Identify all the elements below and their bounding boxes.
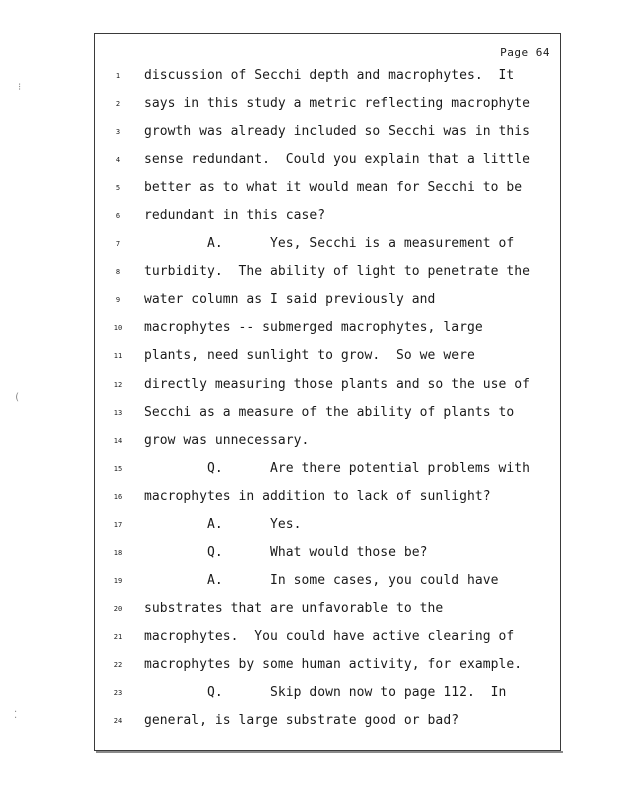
margin-mark-middle: ( (14, 392, 21, 403)
line-number: 10 (113, 324, 123, 333)
transcript-line: macrophytes. You could have active clearing of (144, 628, 515, 644)
margin-mark-bottom: ⁚ (14, 710, 18, 721)
transcript-line: redundant in this case? (144, 208, 326, 224)
transcript-line: A. Yes, Secchi is a measurement of (144, 236, 515, 252)
line-number: 8 (115, 268, 121, 277)
transcript-line: better as to what it would mean for Secchi to be (144, 180, 523, 196)
transcript-line: Secchi as a measure of the ability of plants to (144, 404, 515, 420)
transcript-line: Q. Skip down now to page 112. In (144, 685, 507, 701)
line-number: 3 (115, 128, 121, 137)
line-number: 14 (113, 436, 123, 445)
line-number-column (103, 69, 133, 742)
transcript-line: general, is large substrate good or bad? (144, 713, 460, 729)
line-number: 16 (113, 492, 123, 501)
transcript-line: Q. What would those be? (144, 544, 428, 560)
transcript-line: A. In some cases, you could have (144, 572, 499, 588)
line-number: 18 (113, 548, 123, 557)
transcript-line: macrophytes by some human activity, for example. (144, 656, 523, 672)
transcript-line: sense redundant. Could you explain that a little (144, 152, 530, 168)
transcript-line: turbidity. The ability of light to penetrate the (144, 264, 530, 280)
transcript-line: macrophytes -- submerged macrophytes, large (144, 320, 483, 336)
transcript-line: Q. Are there potential problems with (144, 460, 530, 476)
line-number: 6 (115, 212, 121, 221)
transcript-line: discussion of Secchi depth and macrophytes. It (144, 68, 515, 83)
line-number: 12 (113, 380, 123, 389)
line-number: 19 (113, 576, 123, 585)
line-number: 4 (115, 156, 121, 165)
line-number: 22 (113, 660, 123, 669)
transcript-line: A. Yes. (144, 516, 302, 532)
line-number: 5 (115, 184, 121, 193)
transcript-line: plants, need sunlight to grow. So we were (144, 348, 475, 364)
transcript-body (144, 68, 554, 741)
line-number: 11 (113, 352, 123, 361)
transcript-line: substrates that are unfavorable to the (144, 600, 444, 616)
margin-mark-top: ⁝ (18, 82, 22, 93)
transcript-page (94, 33, 561, 751)
line-number: 2 (115, 100, 121, 109)
line-number: 21 (113, 632, 123, 641)
line-number: 24 (113, 717, 123, 726)
transcript-line: growth was already included so Secchi was in this (144, 124, 530, 140)
line-number: 13 (113, 408, 123, 417)
transcript-line: directly measuring those plants and so the use of (144, 376, 530, 392)
line-number: 17 (113, 520, 123, 529)
line-number: 9 (115, 296, 121, 305)
line-number: 1 (115, 72, 121, 80)
page-number: Page 64 (500, 46, 550, 59)
transcript-line: says in this study a metric reflecting macrophyte (144, 96, 530, 112)
line-number: 20 (113, 604, 123, 613)
line-number: 7 (115, 240, 121, 249)
transcript-line: macrophytes in addition to lack of sunlight? (144, 488, 491, 504)
line-number: 23 (113, 689, 123, 698)
transcript-line: grow was unnecessary. (144, 432, 310, 448)
line-number: 15 (113, 464, 123, 473)
page-shadow (96, 751, 563, 753)
transcript-line: water column as I said previously and (144, 292, 436, 308)
